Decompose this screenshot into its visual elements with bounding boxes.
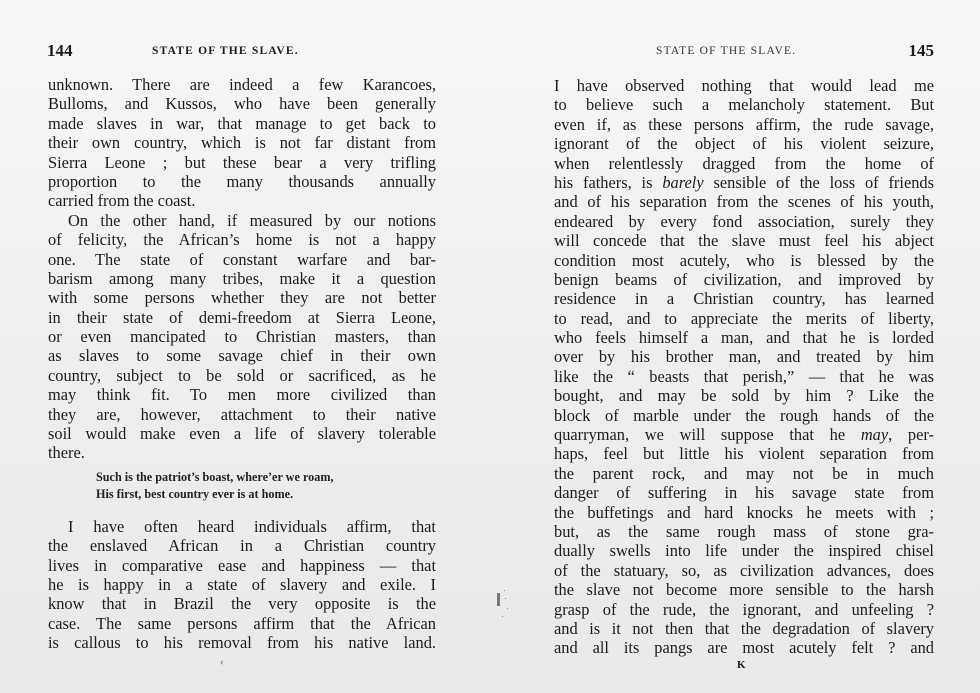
text-fragment: his fathers, is [554,172,663,192]
text-line: the slave not become more sensible to the harsh [554,580,934,600]
verse-line: Such is the patriot’s boast, where’er we roam, [96,469,334,484]
running-head: STATE OF THE SLAVE. [656,45,797,57]
signature-mark: K [737,659,746,671]
text-line: country, subject to be sold or sacrificed, as he [48,365,436,385]
text-line: when relentlessly dragged from the home of [554,153,934,173]
text-line: dually swells into life under the inspired chisel [554,541,934,561]
text-line: lives in comparative ease and happiness — that [48,555,436,575]
text-line-with-italic [554,425,934,444]
text-line: benign beams of civilization, and improved by [554,269,934,289]
text-line: to believe such a melancholy statement. But [554,95,934,115]
text-line: On the other hand, if measured by our notions [68,210,436,230]
page-number: 145 [908,41,934,60]
text-line: even if, as these persons affirm, the rude savage, [554,114,934,134]
text-line: with some persons whether they are not better [48,288,436,308]
text-line: as slaves to some savage chief in their own [48,346,436,366]
text-line: the buffetings and hard knocks he meets with ; [554,502,934,522]
text-line: and of his separation from the scenes of his youth, [554,192,934,212]
text-fragment: sensible of the loss of friends [703,172,934,192]
text-line: their own country, which is not far distant from [48,133,436,153]
text-line: bought, and may be sold by him ? Like the [554,386,934,406]
text-line: made slaves in war, that manage to get back to [48,113,436,133]
text-line-with-italic [554,173,934,192]
text-line: proportion to the many thousands annually [48,171,436,191]
text-line: one. The state of constant warfare and bar- [48,249,436,269]
text-line: know that in Brazil the very opposite is the [48,594,436,614]
text-line: endeared by every fond association, surely they [554,211,934,231]
italic-emphasis: barely [662,172,704,192]
running-head: STATE OF THE SLAVE. [152,45,299,57]
text-line: Bulloms, and Kussos, who have been generally [48,94,436,114]
paragraph-3 [48,517,436,653]
text-line: the parent rock, and may not be in much [554,463,934,483]
text-line: of felicity, the African’s home is not a happy [48,230,436,250]
paragraph-2 [48,211,436,463]
text-line: I have often heard individuals affirm, that [68,516,436,536]
text-line: barism among many tribes, make it a question [48,268,436,288]
text-line: in their state of demi-freedom at Sierra Leone, [48,307,436,327]
text-line: condition most acutely, who is blessed by the [554,250,934,270]
italic-emphasis: may [860,425,889,445]
left-page-header [47,41,435,61]
text-line: who feels himself a man, and that he is lorded [554,328,934,348]
text-line: there. [48,443,85,463]
text-line: I have observed nothing that would lead me [554,76,934,95]
right-page-header [656,41,934,61]
text-line: grasp of the rude, the ignorant, and unfeeling ? [554,599,934,619]
text-line: they are, however, attachment to their native [48,404,436,424]
text-line: soil would make even a life of slavery tolerable [48,424,436,444]
text-line: and is it not then that the degradation of slavery [554,618,934,638]
text-line: danger of suffering in his savage state from [554,483,934,503]
text-line: unknown. There are indeed a few Karancoes, [48,75,436,94]
text-line: residence in a Christian country, has learned [554,289,934,309]
verse-line: His first, best country ever is at home. [96,486,294,501]
left-page-body [48,75,436,653]
text-fragment: , per- [888,425,934,445]
text-line: the enslaved African in a Christian country [48,536,436,556]
text-line: to read, and to appreciate the merits of liberty, [554,308,934,328]
text-line: he is happy in a state of slavery and exile. I [48,574,436,594]
text-line: case. The same persons affirm that the African [48,613,436,633]
text-line: block of marble under the rough hands of the [554,405,934,425]
text-fragment: quarryman, we will suppose that he [554,425,861,445]
paragraph-1 [48,75,436,211]
text-line: ignorant of the object of his violent seizure, [554,134,934,154]
text-line: but, as the same rough mass of stone gra- [554,521,934,541]
text-line: may think fit. To men more civilized than [48,385,436,405]
text-line: or even mancipated to Christian masters, than [48,327,436,347]
text-line: carried from the coast. [48,191,196,211]
verse-quotation [96,469,436,503]
text-line: haps, feel but little his violent separation from [554,444,934,464]
text-line: of the statuary, so, as civilization advances, does [554,560,934,580]
text-line: will concede that the slave must feel his abject [554,231,934,251]
text-line: over by his brother man, and treated by him [554,347,934,367]
text-line: and all its pangs are most acutely felt ? and [554,638,934,658]
right-page [490,0,980,693]
page-number: 144 [47,41,73,60]
text-line: Sierra Leone ; but these bear a very trifling [48,152,436,172]
text-line: like the “ beasts that perish,” — that he was [554,366,934,386]
text-line: is callous to his removal from his native land. [48,633,436,653]
right-page-body [554,76,934,658]
footer-mark: ‹ [220,656,224,668]
